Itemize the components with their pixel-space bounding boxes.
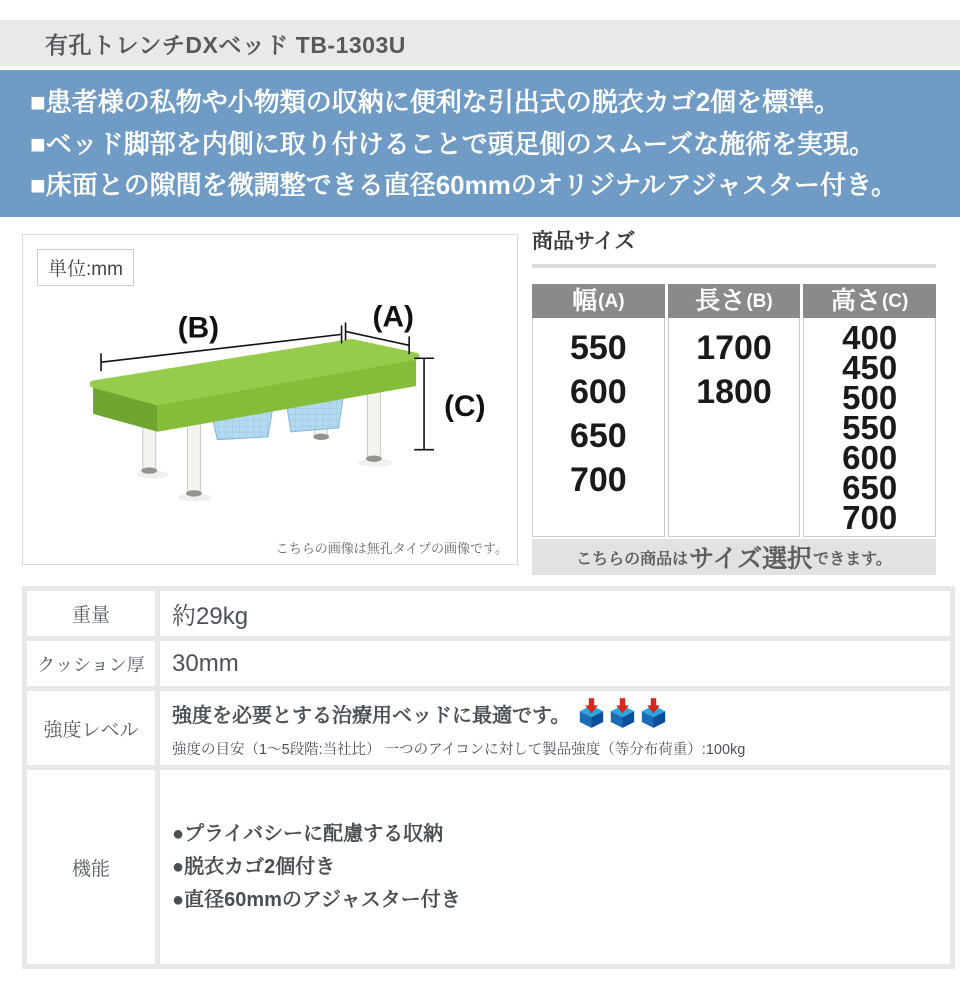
column-sub: (A) (598, 290, 625, 312)
diagram-caption: こちらの画像は無孔タイプの画像です。 (275, 541, 508, 556)
strength-headline: 強度を必要とする治療用ベッドに最適です。 (172, 704, 571, 727)
note-post: できます。 (813, 550, 892, 568)
column-title: 長さ (695, 286, 746, 315)
size-values (532, 318, 665, 537)
note-emphasis: サイズ選択 (689, 545, 813, 573)
column-title: 高さ (830, 286, 881, 315)
weight-value: 約29kg (172, 603, 249, 630)
list-value: 550 (569, 329, 627, 367)
heading-rule (532, 264, 936, 268)
size-values (803, 318, 936, 537)
list-value: 650 (569, 417, 627, 455)
spec-value-weight (160, 591, 950, 636)
list-value: 550 (842, 409, 898, 446)
strength-icon-row (578, 698, 667, 729)
list-value: 600 (842, 439, 898, 476)
list-value: 1700 (696, 329, 772, 367)
spec-table (22, 586, 955, 969)
size-table (532, 284, 936, 537)
product-title-bar (0, 20, 960, 66)
dim-b-label: (B) (177, 311, 220, 345)
size-selectable-note (532, 539, 936, 575)
product-title: 有孔トレンチDXベッド TB-1303U (45, 31, 406, 58)
strength-cube-icon (609, 698, 636, 729)
product-diagram-panel (22, 234, 518, 565)
list-value: ●プライバシーに配慮する収納 (172, 822, 444, 845)
dim-c-label: (C) (444, 389, 486, 423)
dimension-line-c (414, 358, 434, 449)
spec-value-cushion (160, 641, 950, 686)
column-title: 幅 (572, 286, 598, 315)
feature-banner-line: ■患者様の私物や小物類の収納に便利な引出式の脱衣カゴ2個を標準。 (30, 87, 841, 118)
size-column-header (532, 284, 665, 318)
dim-a-label: (A) (372, 300, 414, 334)
size-section-heading: 商品サイズ (532, 230, 636, 253)
size-column-height (803, 284, 936, 537)
spec-label-cushion: クッション厚 (27, 641, 155, 686)
list-value: ●直径60mmのアジャスター付き (172, 888, 461, 911)
bed-leg (366, 384, 382, 462)
strength-cube-icon (578, 698, 605, 729)
size-values (668, 318, 801, 537)
spec-value-features (160, 770, 950, 964)
strength-note: 強度の目安（1～5段階:当社比） 一つのアイコンに対して製品強度（等分布荷重）:100kg (172, 741, 746, 758)
note-pre: こちらの商品は (576, 550, 689, 568)
spec-label-weight: 重量 (27, 591, 155, 636)
list-value: 600 (569, 373, 627, 411)
spec-value-strength (160, 691, 950, 765)
list-value: ●脱衣カゴ2個付き (172, 855, 336, 878)
spec-label-strength: 強度レベル (27, 691, 155, 765)
feature-banner-line: ■床面との隙間を微調整できる直径60mmのオリジナルアジャスター付き。 (30, 169, 897, 200)
list-value: 500 (842, 379, 898, 416)
strength-cube-icon (640, 698, 667, 729)
list-value: 400 (842, 319, 898, 356)
list-value: 450 (842, 349, 898, 386)
column-sub: (C) (881, 290, 909, 312)
spec-label-features: 機能 (27, 770, 155, 964)
list-value: 700 (842, 499, 898, 536)
unit-label: 単位:mm (37, 249, 134, 286)
size-column-header (803, 284, 936, 318)
size-section (532, 229, 936, 575)
list-value: 1800 (696, 373, 772, 411)
cushion-value: 30mm (172, 649, 239, 677)
feature-banner (0, 70, 960, 217)
size-column-length (668, 284, 801, 537)
size-column-header (668, 284, 801, 318)
list-value: 700 (569, 461, 627, 499)
column-sub: (B) (746, 290, 773, 312)
size-column-width (532, 284, 665, 537)
feature-banner-line: ■ベッド脚部を内側に取り付けることで頭足側のスムーズな施術を実現。 (30, 128, 876, 159)
list-value: 650 (842, 469, 898, 506)
